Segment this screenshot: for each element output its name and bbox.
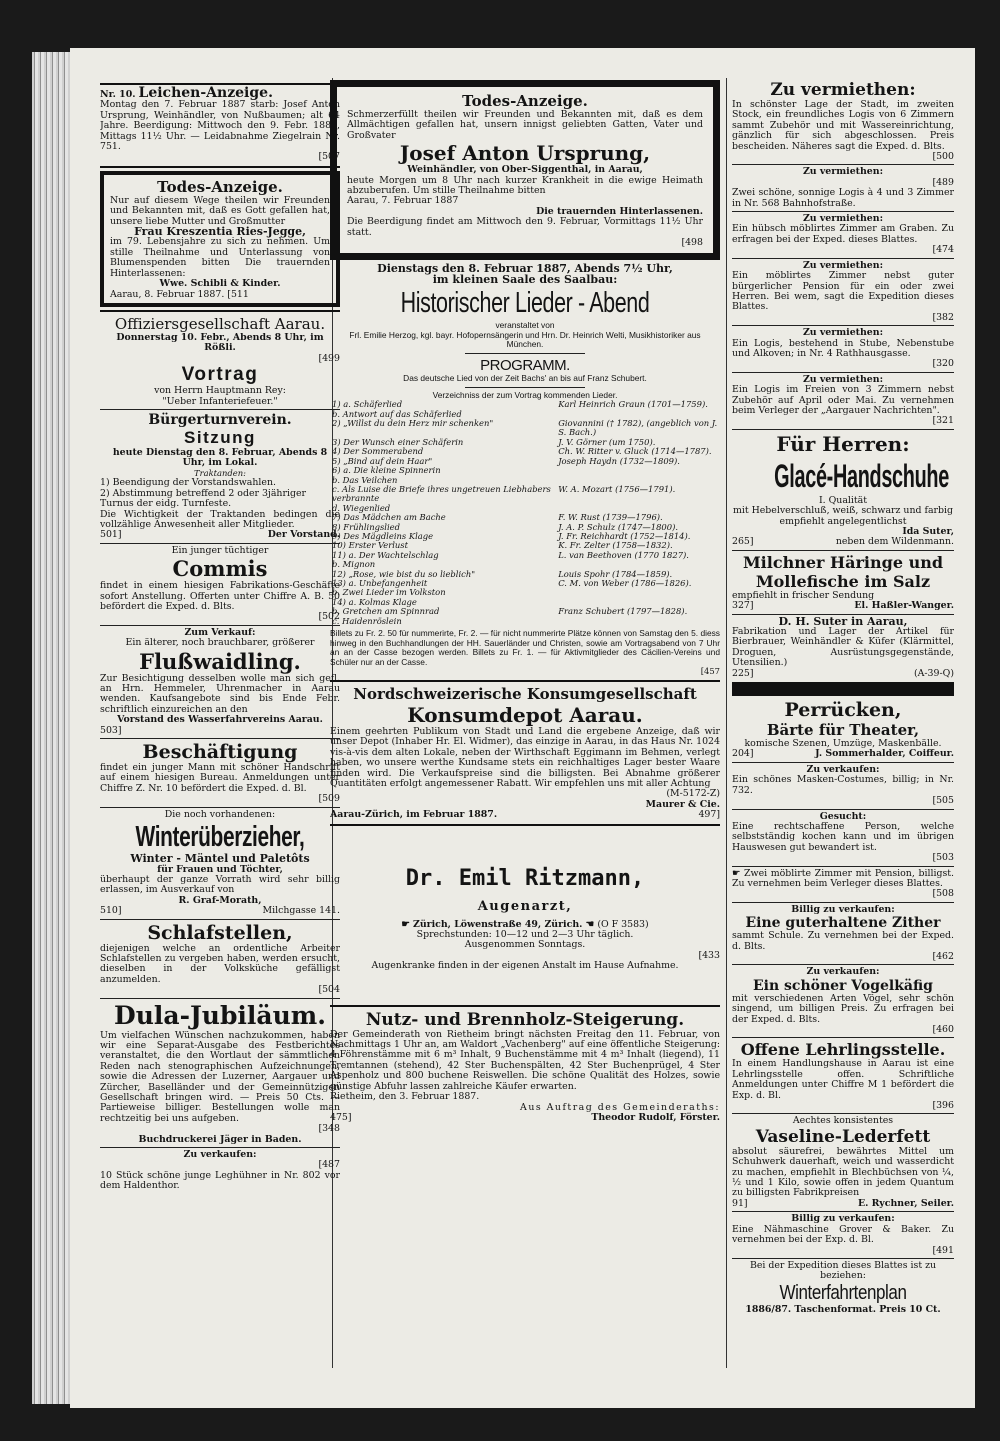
suter-ad: D. H. Suter in Aarau, Fabrikation und Lager der Artikel für Bierbrauer, Weinhändler & Küfer (Klärmittel, Droguen, Ausrüstungsgegenstände, Utensilien.) 225] (A-39-Q) xyxy=(732,614,954,679)
flusswaidling-ad: Zum Verkauf: Ein älterer, noch brauchbarer, größerer Flußwaidling. Zur Besichtigung desselben wolle man sich gefl. an Hrn. Hemmeler, Uhrenmacher in Aarau wenden. Kaufsangebote sind bis Ende Febr. schriftlich einzureichen an den Vorstand des Wasserfahrvereins Aarau. 503] xyxy=(100,626,340,736)
winterueberzieher-ad: Die noch vorhandenen: Winterüberzieher, Winter - Mäntel und Paletôts für Frauen und Töchter, überhaupt der ganze Vorrath wird sehr billig erlassen, im Ausverkauf von R. Graf-Morath, 510] Milchgasse 141. xyxy=(100,808,340,917)
naehmaschine-ad: Billig zu verkaufen: Eine Nähmaschine Grover & Baker. Zu vernehmen bei der Exp. d. Bl. [491 xyxy=(732,1213,954,1256)
vermiethen-2: Zu vermiethen: [489 Zwei schöne, sonnige Logis à 4 und 3 Zimmer in Nr. 568 Bahnhofstraße. xyxy=(732,166,954,209)
column-rule xyxy=(726,78,727,1368)
song-title: 6) a. Die kleine Spinnerin xyxy=(332,465,441,476)
composer xyxy=(556,617,720,626)
left-column xyxy=(100,80,340,1372)
composer: Franz Schubert (1797—1828). xyxy=(558,606,688,617)
hand-pointer-icon: ☛ xyxy=(401,918,410,930)
milchner-ad: Milchner Häringe und Mollefische im Salz empfiehlt in frischer Sendung 327] El. Haßler-Wanger. xyxy=(732,552,954,612)
ritzmann-ad: Dr. Emil Ritzmann, Augenarzt, ☛ Zürich, Löwenstraße 49, Zürich. ☚ (O F 3583) Sprechstunden: 10—12 und 2—3 Uhr täglich. Ausgenommen Sonntags. [433 Augenkranke finden in der eigenen Anstalt im Hause Aufnahme. xyxy=(371,865,720,972)
song-title: b. Mignon xyxy=(332,559,376,570)
vogelkaefig-ad: Zu verkaufen: Ein schöner Vogelkäfig mit verschiedenen Arten Vögel, sehr schön singend, um billigen Preis. Zu erfragen bei der Exped. d. Blts. [460 xyxy=(732,966,954,1035)
leichen-anzeige: Nr. 10. Leichen-Anzeige. Montag den 7. Februar 1887 starb: Josef Anton Ursprung, Weinhändler, von Nußbaumen; alt 64 Jahre. Beerdigung: Mittwoch den 9. Febr. 1887, Mittags 11½ Uhr. — Leidabnahme Ziegelrain Nr. 751. [507 xyxy=(100,85,340,163)
hand-pointer-icon: ☚ xyxy=(585,918,595,930)
beschaeftigung-ad: Beschäftigung findet ein junger Mann mit schöner Handschrift auf einem hiesigen Bureau. Anmeldungen unter Chiffre Z. Nr. 10 befördert die Exped. d. Bl. [509 xyxy=(100,741,340,805)
song-title: 9) Des Mägdleins Klage xyxy=(332,530,434,541)
page-edge xyxy=(32,52,72,1404)
lehrlingsstelle-ad: Offene Lehrlingsstelle. In einem Handlungshause in Aarau ist eine Lehrlingsstelle offen. Schriftliche Anmeldungen unter Chiffre M 1 befördert die Exp. d. Bl. [396 xyxy=(732,1040,954,1112)
song-title: b. Zwei Lieder im Volkston xyxy=(332,587,446,598)
newspaper-page xyxy=(70,48,975,1408)
song-title: 8) Frühlingslied xyxy=(332,521,400,532)
composer: Louis Spohr (1784—1859). xyxy=(558,568,673,579)
program-table xyxy=(330,400,720,626)
composer xyxy=(556,466,720,475)
composer: C. M. von Weber (1786—1826). xyxy=(558,577,692,588)
song-title: 5) „Bind auf dein Haar" xyxy=(332,455,433,466)
song-title: b. Das Veilchen xyxy=(332,474,398,485)
song-title: c. Haidenröslein xyxy=(332,615,402,626)
fahrtenplan-ad: Bei der Expedition dieses Blattes ist zu beziehen: Winterfahrtenplan 1886/87. Taschenformat. Preis 10 Ct. xyxy=(745,1259,941,1315)
todes-anzeige-ries: Todes-Anzeige. Nur auf diesem Wege theilen wir Freunden und Bekannten mit, daß es Gott gefallen hat, unsere liebe Mutter und Großmutter Frau Kreszentia Ries-Jegge, im 79. Lebensjahre zu sich zu nehmen. Um stille Theilnahme und Unterlassung von Blumenspenden bitten Die trauernden Hinterlassenen: Wwe. Schibli & Kinder. Aarau, 8. Februar 1887. [511 xyxy=(100,171,340,307)
composer: J. V. Görner (um 1750). xyxy=(558,436,656,447)
composer: L. van Beethoven (1770 1827). xyxy=(558,549,689,560)
song-title: 10) Erster Verlust xyxy=(332,540,408,551)
moeblirte-zimmer: ☛ Zwei möblirte Zimmer mit Pension, billigst. Zu vernehmen beim Verleger dieses Blattes. [508 xyxy=(732,867,954,900)
perruecken-ad: Perrücken, Bärte für Theater, komische Szenen, Umzüge, Maskenbälle. 204] J. Sommerhalder, Coiffeur. xyxy=(732,699,954,760)
song-title: 14) a. Kolmas Klage xyxy=(332,596,417,607)
hand-pointer-icon: ☛ xyxy=(732,867,741,879)
vermiethen-1: Zu vermiethen: In schönster Lage der Stadt, im zweiten Stock, ein freundliches Logis von 6 Zimmern sammt Zubehör und mit Wassereinrichtung, gänzlich für sich abgeschlossen. Preis bescheiden. Näheres sagt die Exped. d. Blts. [500 xyxy=(732,80,954,163)
composer: Joseph Haydn (1732—1809). xyxy=(558,455,680,466)
composer: Karl Heinrich Graun (1701—1759). xyxy=(558,399,708,410)
middle-column xyxy=(330,80,720,1372)
composer: W. A. Mozart (1756—1791). xyxy=(558,483,676,494)
buergerturnverein: Bürgerturnverein. Sitzung heute Dienstag den 8. Februar, Abends 8 Uhr, im Lokal. Traktanden: 1) Beendigung der Vorstandswahlen. 2) Abstimmung betreffend 2 oder 3jähriger Turnus der eidg. Turnfeste. Die Wichtigkeit der Traktanden bedingen die vollzählige Anwesenheit aller Mitglieder. 501] Der Vorstand. xyxy=(100,411,340,541)
holzsteigerung-ad: Nutz- und Brennholz-Steigerung. Der Gemeinderath von Rietheim bringt nächsten Freitag den 11. Februar, von Nachmittags 1 Uhr an, am Waldort „Vachenberg" auf eine öffentliche Steigerung: 4 Föhrenstämme mit 6 m³ Inhalt, 9 Buchenstämme mit 4 m³ Inhalt (liegend), 11 Tremtannen (stehend), 42 Ster Buchenspälten, 42 Ster Buchenprügel, 4 Ster Aspenholz und 800 buchene Reiswellen. Die schöne Qualität des Holzes, sowie günstige Abfuhr lassen zahlreiche Käufer erwarten. Rietheim, den 3. Februar 1887. Aus Auftrag des Gemeinderaths: 475] Theodor Rudolf, Förster. xyxy=(330,1009,720,1123)
composer: F. W. Rust (1739—1796). xyxy=(558,512,663,523)
vermiethen-4: Zu vermiethen: Ein möblirtes Zimmer nebst guter bürgerlicher Pension für ein oder zwei Herren. Bei wem, sagt die Expedition dieses Blattes. [382 xyxy=(732,259,954,323)
song-title: 7) Das Mädchen am Bache xyxy=(332,512,446,523)
program-row xyxy=(330,485,720,504)
program-row xyxy=(330,419,720,438)
song-title: 4) Der Sommerabend xyxy=(332,446,424,457)
song-title: 3) Der Wunsch einer Schäferin xyxy=(332,436,464,447)
song-title: 13) a. Unbefangenheit xyxy=(332,577,428,588)
black-bar xyxy=(732,682,954,696)
todes-anzeige-ursprung: Todes-Anzeige. Schmerzerfüllt theilen wir Freunden und Bekannten mit, daß es dem Allmächtigen gefallen hat, unsern innigst geliebten Gatten, Vater und Großvater Josef Anton Ursprung, Weinhändler, von Ober-Siggenthal, in Aarau, heute Morgen um 8 Uhr nach kurzer Krankheit in die ewige Heimath abzuberufen. Um stille Theilnahme bitten Aarau, 7. Februar 1887 Die trauernden Hinterlassenen. Die Beerdigung findet am Mittwoch den 9. Februar, Vormittags 11½ Uhr statt. [498 xyxy=(330,80,720,260)
konsumdepot-ad: Nordschweizerische Konsumgesellschaft Konsumdepot Aarau. Einem geehrten Publikum von Stadt und Land die ergebene Anzeige, daß wir unser Depot (Inhaber Hr. El. Widmer), das einzige in Aarau, in das Haus Nr. 1024 vis-à-vis dem alten Lokale, neben der Wirthschaft Eggimann im Behmen, verlegt haben, wo unsere werthe Kundsame stets ein reichhaltiges Lager bester Waare finden wird. Die Verkaufspreise sind die billigsten. Bei Abnahme größerer Quantitäten erfolgt angemessener Rabatt. Wir empfehlen uns mit aller Achtung (M-5172-Z) Maurer & Cie. Aarau-Zürich, im Februar 1887. 497] xyxy=(330,684,720,821)
composer: Giovannini († 1782), (angeblich von J. S. Bach.) xyxy=(558,418,718,438)
composer: J. A. P. Schulz (1747—1800). xyxy=(558,521,679,532)
gesucht-person: Gesucht: Eine rechtschaffene Person, welche selbstständig kochen kann und im übrigen Hauswesen gut bewandert ist. [503 xyxy=(732,810,954,864)
song-title: b. Gretchen am Spinnrad xyxy=(332,606,440,617)
commis-ad: Ein junger tüchtiger Commis findet in einem hiesigen Fabrikations-Geschäfte sofort Anstellung. Offerten unter Chiffre A. B. 50 befördert die Exped. d. Blts. [502 xyxy=(100,544,340,623)
vaseline-ad: Aechtes konsistentes Vaseline-Lederfett absolut säurefrei, bewährtes Mittel um Schuhwerk dauerhaft, weich und wasserdicht zu machen, empfiehlt in Blechbüchsen von ¼, ½ und 1 Kilo, sowie offen in jedem Quantum zu billigsten Fabrikpreisen 91] E. Rychner, Seiler. xyxy=(732,1115,954,1209)
song-title: d. Wiegenlied xyxy=(332,502,391,513)
vermiethen-6: Zu vermiethen: Ein Logis im Freien von 3 Zimmern nebst Zubehör auf April oder Mai. Zu vernehmen beim Verleger der „Aargauer Nachrichten". [321 xyxy=(732,373,954,427)
song-title: 2) „Willst du dein Herz mir schenken" xyxy=(332,418,494,429)
verkaufen-costumes: Zu verkaufen: Ein schönes Masken-Costumes, billig; in Nr. 732. [505 xyxy=(732,763,954,807)
schlafstellen-ad: Schlafstellen, diejenigen welche an ordentliche Arbeiter Schlafstellen zu vergeben haben, werden ersucht, dieselben in der Volksküche gefälligst anzumelden. [504 xyxy=(100,921,340,996)
composer xyxy=(556,588,720,597)
composer: Ch. W. Ritter v. Gluck (1714—1787). xyxy=(558,446,712,457)
dula-jubilaeum-ad: Dula-Jubiläum. Um vielfachen Wünschen nachzukommen, haben wir eine Separat-Ausgabe des Festberichtes veranstaltet, die den Wortlaut der sämmtlichen Reden nach stenographischen Aufzeichnungen, sowie die Adressen der Luzerner, Aargauer und Zürcher, Baselländer und der Gemeinnützigen Gesellschaft bringen wird. — Preis 50 Cts. — Partieweise billiger. Bestellungen wolle man rechtzeitig bei uns aufgeben. [348 Buchdruckerei Jäger in Baden. xyxy=(100,1000,340,1145)
vermiethen-3: Zu vermiethen: Ein hübsch möblirtes Zimmer am Graben. Zu erfragen bei der Exped. dieses Blattes. [474 xyxy=(732,213,954,256)
vermiethen-5: Zu vermiethen: Ein Logis, bestehend in Stube, Nebenstube und Alkoven; in Nr. 4 Rathhausgasse. [320 xyxy=(732,327,954,370)
zither-ad: Billig zu verkaufen: Eine guterhaltene Zither sammt Schule. Zu vernehmen bei der Exped. d. Blts. [462 xyxy=(732,903,954,962)
program-row xyxy=(330,551,720,560)
song-title: 11) a. Der Wachtelschlag xyxy=(332,549,439,560)
glace-handschuhe-ad: Für Herren: Glacé-Handschuhe I. Qualität mit Hebelverschluß, weiß, schwarz und farbig empfiehlt angelegentlichst Ida Suter, 265] neben dem Wildenmann. xyxy=(732,431,954,548)
song-title: b. Antwort auf das Schäferlied xyxy=(332,408,462,419)
song-title: 1) a. Schäferlied xyxy=(332,399,403,410)
composer: K. Fr. Zelter (1758—1832). xyxy=(558,540,673,551)
program-row xyxy=(330,617,720,626)
composer: J. Fr. Reichhardt (1752—1814). xyxy=(558,530,691,541)
lieder-abend-ad: Dienstags den 8. Februar 1887, Abends 7½ Uhr, im kleinen Saale des Saalbau: Historischer Lieder - Abend veranstaltet von Frl. Emilie Herzog, kgl. bayr. Hofopernsängerin und Hrn. Dr. Heinrich Welti, Musikhistoriker aus München. PROGRAMM. Das deutsche Lied von der Zeit Bachs' an bis auf Franz Schubert. Verzeichniss der zum Vortrag kommenden Lieder. 1) a. Schäferlied Karl Heinrich Graun (1701—1759). b. Antwort auf das Schäferlied 2) „Willst du dein Herz mir schenken" Giovannini († 1782), (angeblich von J. S. Bach.) 3) Der Wunsch einer Schäferin J. V. Görner (um 1750). 4) Der Sommerabend Ch. W. Ritter v. Gluck (1714—1787). 5) „Bind auf dein Haar" Joseph Haydn (1732—1809). 6) a. Die kleine Spinnerin b. Das Veilchen c. Als Luise die Briefe ihres ungetreuen Liebhabers verbrannte W. A. Mozart (1756—1791). d. Wiegenlied 7) Das Mädchen am Bache F. W. Rust (1739—1796). 8) Frühlingslied J. A. P. Schulz (1747—1800). 9) Des Mägdleins Klage J. Fr. Reichhardt (1752—1814). 10) Erster Verlust K. Fr. Zelter (1758—1832). 11) a. Der Wachtelschlag L. van Beethoven (1770 1827). b. Mignon 12) „Rose, wie bist du so lieblich" Louis Spohr (1784—1859). 13) a. Unbefangenheit C. M. von Weber (1786—1826). b. Zwei Lieder im Volkston 14) a. Kolmas Klage b. Gretchen am Spinnrad Franz Schubert (1797—1828). c. Haidenröslein Billets zu Fr. 2. 50 für nummerirte, Fr. 2. — für nicht nummerirte Plätze können von Samstag den 5. diess hinweg in den Buchhandlungen der HH. Sauerländer und Christen, sowie am Vortragsabend von 7 Uhr an an der Casse bezogen werden. Billets zu Fr. 1. — für Aktivmitglieder des Cäcilien-Vereins und Schüler nur an der Casse. [457 xyxy=(330,262,720,677)
song-title: c. Als Luise die Briefe ihres ungetreuen Liebhabers verbrannte xyxy=(332,483,551,504)
song-title: 12) „Rose, wie bist du so lieblich" xyxy=(332,568,476,579)
right-column xyxy=(732,80,954,1372)
offiziersgesellschaft: Offiziersgesellschaft Aarau. Donnerstag 10. Febr., Abends 8 Uhr, im Rößli. [499 Vortrag von Herrn Hauptmann Rey: "Ueber Infanteriefeuer." xyxy=(114,314,340,407)
leghuehner-ad: Zu verkaufen: [487 10 Stück schöne junge Leghühner in Nr. 802 vor dem Haldenthor. xyxy=(100,1149,340,1192)
